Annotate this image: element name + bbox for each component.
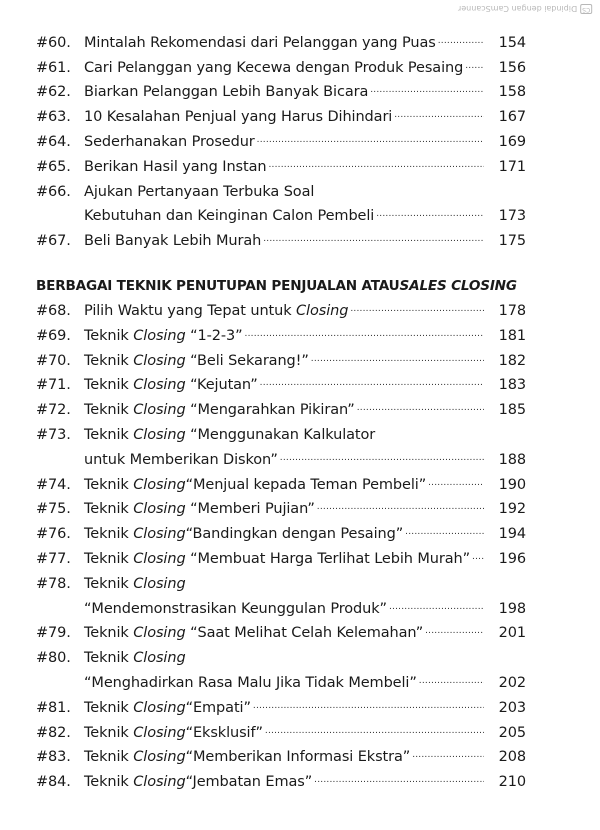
entry-number: #83. [36, 749, 71, 766]
toc-line [36, 468, 526, 493]
toc-entry [36, 175, 526, 225]
toc-line [36, 175, 526, 200]
toc-line [36, 517, 526, 542]
dot-leader [245, 327, 484, 341]
entry-number: #69. [36, 327, 71, 344]
toc-line [36, 493, 526, 518]
page-number: 171 [498, 158, 526, 175]
dot-leader [257, 133, 484, 147]
toc-line [36, 369, 526, 394]
dot-leader [405, 525, 484, 539]
toc-group-closing [36, 294, 526, 790]
section-heading-text: BERBAGAI TEKNIK PENUTUPAN PENJUALAN ATAU [36, 278, 400, 295]
entry-title-part: “Eksklusif” [185, 724, 263, 741]
entry-title [84, 353, 309, 369]
toc-entry [36, 76, 526, 101]
page-number: 208 [498, 749, 526, 766]
page-number: 156 [498, 59, 526, 76]
entry-title-italic: Closing [133, 352, 186, 369]
page-number: 158 [498, 84, 526, 101]
entry-title [84, 184, 314, 200]
page-number: 210 [498, 774, 526, 791]
entry-title-part: “Menghadirkan Rasa Malu Jika Tidak Membeli” [84, 674, 417, 691]
toc-line [36, 294, 526, 319]
page-number: 192 [498, 501, 526, 518]
toc-entry [36, 369, 526, 394]
toc-entry [36, 26, 526, 51]
dot-leader [465, 59, 484, 73]
page-number: 175 [498, 233, 526, 250]
entry-title-part: Sederhanakan Prosedur [84, 133, 255, 150]
entry-title-part: “Beli Sekarang!” [185, 352, 309, 369]
toc-line [36, 319, 526, 344]
dot-leader [394, 108, 484, 122]
entry-title-italic: Closing [133, 575, 186, 592]
entry-title-part: Teknik [84, 650, 134, 667]
toc-line [36, 542, 526, 567]
entry-title-part: Teknik [84, 377, 134, 394]
toc-line [36, 741, 526, 766]
entry-title-part: 10 Kesalahan Penjual yang Harus Dihindari [84, 109, 393, 126]
dot-leader [311, 352, 484, 366]
entry-title [84, 134, 255, 150]
dot-leader [370, 83, 484, 97]
entry-number: #81. [36, 699, 71, 716]
dot-leader [265, 724, 484, 738]
dot-leader [412, 748, 484, 762]
entry-title-part: Mintalah Rekomendasi dari Pelanggan yang Puas [84, 34, 436, 51]
scanner-badge: CS [582, 6, 590, 13]
entry-title [84, 501, 315, 517]
dot-leader [263, 232, 484, 246]
dot-leader [472, 550, 484, 564]
entry-number: #84. [36, 774, 71, 791]
toc-entry [36, 393, 526, 418]
entry-title-part: “Memberi Pujian” [185, 501, 315, 518]
entry-number: #68. [36, 302, 71, 319]
toc-line [36, 666, 526, 691]
toc-entry [36, 344, 526, 369]
entry-title-italic: Closing [133, 501, 186, 518]
entry-title [84, 650, 186, 666]
entry-title [84, 159, 266, 175]
dot-leader [389, 600, 484, 614]
entry-title [84, 526, 403, 542]
toc-entry [36, 716, 526, 741]
toc-entry [36, 468, 526, 493]
entry-number: #65. [36, 158, 71, 175]
entry-title [84, 551, 470, 567]
entry-title-italic: Closing [133, 650, 186, 667]
page-number: 154 [498, 34, 526, 51]
entry-title-part: Pilih Waktu yang Tepat untuk [84, 302, 297, 319]
toc-line [36, 617, 526, 642]
entry-title [84, 208, 374, 224]
entry-number: #63. [36, 109, 71, 126]
entry-title-part: “Memberikan Informasi Ekstra” [185, 749, 411, 766]
page-number: 194 [498, 526, 526, 543]
entry-title-part: Berikan Hasil yang Instan [84, 158, 267, 175]
toc-line [36, 51, 526, 76]
toc-line [36, 200, 526, 225]
toc-entry [36, 224, 526, 249]
section-heading-italic: SALES CLOSING [399, 278, 517, 295]
entry-title [84, 377, 258, 393]
entry-number: #60. [36, 34, 71, 51]
entry-title [84, 427, 375, 443]
entry-title-part: “Mendemonstrasikan Keunggulan Produk” [84, 600, 387, 617]
entry-number: #80. [36, 650, 71, 667]
entry-title-part: Teknik [84, 426, 134, 443]
toc-entry [36, 765, 526, 790]
dot-leader [317, 500, 484, 514]
toc-line [36, 567, 526, 592]
toc-entry [36, 100, 526, 125]
section-heading [36, 270, 526, 294]
entry-title [84, 725, 263, 741]
toc-line [36, 125, 526, 150]
dot-leader [419, 674, 484, 688]
entry-number: #61. [36, 59, 71, 76]
entry-title-part: Teknik [84, 402, 134, 419]
page-number: 205 [498, 724, 526, 741]
entry-number: #64. [36, 133, 71, 150]
entry-number: #73. [36, 426, 71, 443]
page-number: 182 [498, 352, 526, 369]
entry-title [84, 60, 463, 76]
toc-line [36, 691, 526, 716]
entry-title [84, 774, 312, 790]
dot-leader [376, 207, 484, 221]
toc-line [36, 443, 526, 468]
entry-title-part: Teknik [84, 749, 134, 766]
dot-leader [253, 699, 484, 713]
toc-line [36, 418, 526, 443]
page-number: 201 [498, 625, 526, 642]
entry-title [84, 328, 243, 344]
entry-title-part: Kebutuhan dan Keinginan Calon Pembeli [84, 208, 375, 225]
entry-title-part: Teknik [84, 699, 134, 716]
dot-leader [314, 773, 484, 787]
entry-title-part: “Saat Melihat Celah Kelemahan” [185, 625, 424, 642]
toc-entry [36, 542, 526, 567]
page-number: 178 [498, 302, 526, 319]
entry-title-part: Teknik [84, 526, 134, 543]
dot-leader [438, 34, 484, 48]
entry-title-part: “Menggunakan Kalkulator [185, 426, 376, 443]
toc-line [36, 716, 526, 741]
entry-title [84, 477, 426, 493]
entry-title [84, 452, 278, 468]
toc-line [36, 224, 526, 249]
page-number: 181 [498, 327, 526, 344]
entry-title-italic: Closing [133, 402, 186, 419]
entry-number: #74. [36, 476, 71, 493]
entry-number: #72. [36, 402, 71, 419]
page-number: 169 [498, 133, 526, 150]
entry-title [84, 109, 392, 125]
entry-number: #76. [36, 526, 71, 543]
toc-line [36, 592, 526, 617]
toc-line [36, 344, 526, 369]
entry-title-italic: Closing [133, 476, 186, 493]
entry-title-part: “Kejutan” [185, 377, 258, 394]
entry-title-part: untuk Memberikan Diskon” [84, 451, 278, 468]
toc-entry [36, 493, 526, 518]
toc-entry [36, 319, 526, 344]
table-of-contents [36, 26, 526, 790]
entry-number: #70. [36, 352, 71, 369]
entry-title-part: Teknik [84, 575, 134, 592]
entry-number: #71. [36, 377, 71, 394]
entry-title-part: Teknik [84, 476, 134, 493]
entry-title-part: “Membuat Harga Terlihat Lebih Murah” [185, 550, 471, 567]
toc-entry [36, 51, 526, 76]
toc-entry [36, 567, 526, 617]
entry-title-part: “1-2-3” [185, 327, 243, 344]
entry-number: #75. [36, 501, 71, 518]
entry-title-italic: Closing [133, 327, 186, 344]
page-number: 196 [498, 550, 526, 567]
entry-title-italic: Closing [296, 302, 349, 319]
entry-title-part: “Jembatan Emas” [185, 774, 313, 791]
page-number: 167 [498, 109, 526, 126]
entry-number: #77. [36, 550, 71, 567]
entry-title-part: “Bandingkan dengan Pesaing” [185, 526, 404, 543]
entry-title-italic: Closing [133, 550, 186, 567]
entry-title [84, 84, 368, 100]
entry-title-part: Teknik [84, 352, 134, 369]
entry-title [84, 749, 410, 765]
entry-title [84, 675, 417, 691]
entry-title [84, 233, 261, 249]
toc-entry [36, 691, 526, 716]
entry-title-part: Teknik [84, 327, 134, 344]
page-number: 203 [498, 699, 526, 716]
page-number: 183 [498, 377, 526, 394]
dot-leader [280, 451, 484, 465]
entry-title-part: Biarkan Pelanggan Lebih Banyak Bicara [84, 84, 369, 101]
toc-entry [36, 294, 526, 319]
entry-title-italic: Closing [133, 699, 186, 716]
entry-title-italic: Closing [133, 774, 186, 791]
toc-line [36, 765, 526, 790]
entry-title-part: “Empati” [185, 699, 251, 716]
entry-title-italic: Closing [133, 426, 186, 443]
dot-leader [260, 376, 484, 390]
scanner-watermark [458, 4, 592, 14]
page-number: 202 [498, 674, 526, 691]
entry-title-italic: Closing [133, 724, 186, 741]
toc-entry [36, 418, 526, 468]
page-number: 173 [498, 208, 526, 225]
entry-number: #66. [36, 183, 71, 200]
dot-leader [425, 624, 484, 638]
toc-line [36, 26, 526, 51]
entry-title-italic: Closing [133, 377, 186, 394]
entry-title-part: Teknik [84, 625, 134, 642]
dot-leader [428, 476, 484, 490]
entry-title-part: Teknik [84, 774, 134, 791]
toc-line [36, 100, 526, 125]
entry-number: #79. [36, 625, 71, 642]
dot-leader [268, 158, 484, 172]
toc-entry [36, 150, 526, 175]
page-number: 185 [498, 402, 526, 419]
entry-title-part: “Menjual kepada Teman Pembeli” [185, 476, 427, 493]
entry-title-part: Teknik [84, 724, 134, 741]
toc-entry [36, 617, 526, 642]
toc-line [36, 76, 526, 101]
entry-title [84, 402, 355, 418]
entry-title-part: Ajukan Pertanyaan Terbuka Soal [84, 183, 315, 200]
page-number: 198 [498, 600, 526, 617]
entry-number: #62. [36, 84, 71, 101]
toc-entry [36, 741, 526, 766]
entry-title-part: Teknik [84, 550, 134, 567]
entry-title-italic: Closing [133, 625, 186, 642]
toc-line [36, 150, 526, 175]
entry-title [84, 700, 251, 716]
entry-title [84, 35, 436, 51]
entry-number: #78. [36, 575, 71, 592]
entry-title-italic: Closing [133, 749, 186, 766]
toc-entry [36, 125, 526, 150]
entry-number: #82. [36, 724, 71, 741]
toc-entry [36, 641, 526, 691]
page-number: 190 [498, 476, 526, 493]
entry-title [84, 601, 387, 617]
page-number: 188 [498, 451, 526, 468]
entry-title-part: Cari Pelanggan yang Kecewa dengan Produk Pesaing [84, 59, 464, 76]
entry-title-part: Teknik [84, 501, 134, 518]
scanner-watermark-text: Dipindai dengan CamScanner [457, 4, 577, 14]
entry-title [84, 625, 423, 641]
entry-title [84, 303, 348, 319]
entry-title-italic: Closing [133, 526, 186, 543]
entry-title-part: “Mengarahkan Pikiran” [185, 402, 355, 419]
entry-number: #67. [36, 233, 71, 250]
toc-entry [36, 517, 526, 542]
toc-line [36, 393, 526, 418]
entry-title [84, 576, 186, 592]
toc-group-general [36, 26, 526, 249]
toc-line [36, 641, 526, 666]
dot-leader [357, 401, 484, 415]
entry-title-part: Beli Banyak Lebih Murah [84, 233, 262, 250]
dot-leader [350, 302, 484, 316]
